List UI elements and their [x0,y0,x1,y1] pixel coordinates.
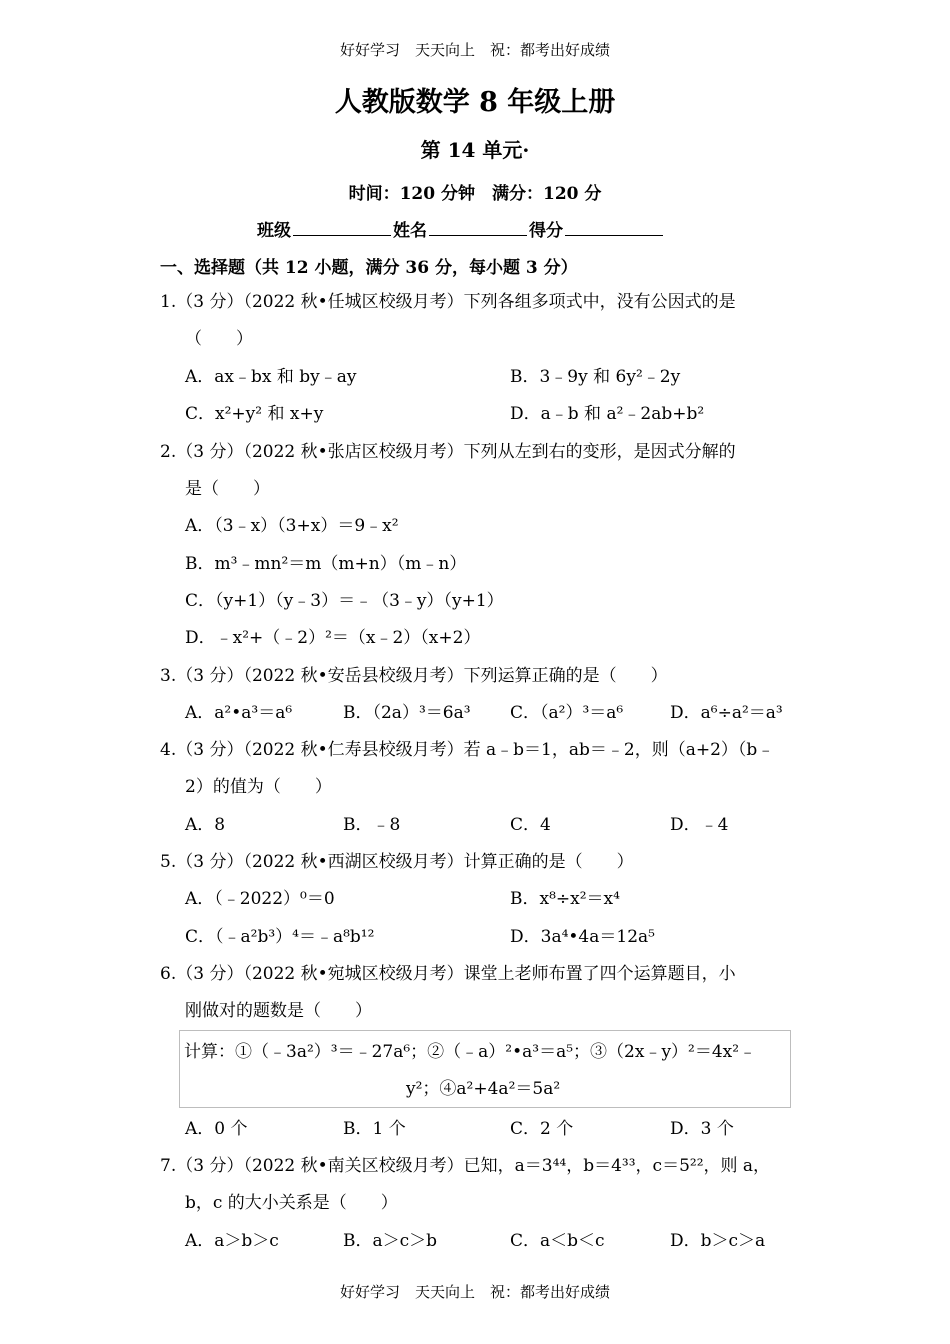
calc-line-2: y²；④a²+4a²＝5a² [406,1079,561,1099]
q3-option-c: C．（a²）³＝a⁶ [510,703,624,723]
q1-option-a: A．ax﹣bx 和 by﹣ay [185,367,357,387]
q2-option-d: D．﹣x²+（﹣2）²＝（x﹣2）（x+2） [185,628,481,648]
q4-option-b: B．﹣8 [343,815,401,835]
page-footer: 好好学习 天天向上 祝：都考出好成绩 [339,1283,610,1301]
q2-option-c: C．（y+1）（y﹣3）＝﹣（3﹣y）（y+1） [185,591,504,611]
question-4-stem: 4.（3 分）（2022 秋•仁寿县校级月考）若 a﹣b＝1，ab＝﹣2，则（a+2）（b﹣ [160,740,775,760]
name-label: 姓名 [393,221,427,241]
q3-option-b: B．（2a）³＝6a³ [343,703,471,723]
calc-line-1: 计算：①（﹣3a²）³＝﹣27a⁶；②（﹣a）²•a³＝a⁵；③（2x﹣y）²＝4x²﹣ [184,1042,757,1062]
question-6-stem: 6.（3 分）（2022 秋•宛城区校级月考）课堂上老师布置了四个运算题目，小 [160,964,736,984]
question-1-stem-cont: （ ） [185,329,253,349]
q1-option-d: D．a﹣b 和 a²﹣2ab+b² [510,404,705,424]
q1-option-c: C．x²+y² 和 x+y [185,404,324,424]
student-info-fields [257,216,665,241]
q2-option-a: A．（3﹣x）（3+x）＝9﹣x² [185,516,399,536]
q6-option-d: D．3 个 [670,1119,734,1139]
page-title: 人教版数学 8 年级上册 [334,87,616,118]
q6-option-a: A．0 个 [185,1119,248,1139]
q7-option-c: C．a＜b＜c [510,1231,605,1251]
question-3-stem: 3.（3 分）（2022 秋•安岳县校级月考）下列运算正确的是（ ） [160,666,668,686]
page-header: 好好学习 天天向上 祝：都考出好成绩 [339,41,610,59]
q4-option-a: A．8 [185,815,226,835]
q5-option-a: A．（﹣2022）⁰＝0 [185,889,335,909]
question-7-stem-cont: b，c 的大小关系是（ ） [185,1193,398,1213]
q1-option-b: B．3﹣9y 和 6y²﹣2y [510,367,681,387]
time-score-info: 时间：120 分钟 满分：120 分 [348,184,602,204]
unit-title: 第 14 单元· [420,138,530,162]
q7-option-b: B．a＞c＞b [343,1231,438,1251]
q5-option-d: D．3a⁴•4a＝12a⁵ [510,927,655,947]
section-heading: 一、选择题（共 12 小题，满分 36 分，每小题 3 分） [160,258,578,278]
q5-option-b: B．x⁸÷x²＝x⁴ [510,889,620,909]
q2-option-b: B．m³﹣mn²＝m（m+n）（m﹣n） [185,554,467,574]
q5-option-c: C．（﹣a²b³）⁴＝﹣a⁸b¹² [185,927,375,947]
q7-option-a: A．a＞b＞c [185,1231,279,1251]
question-4-stem-cont: 2）的值为（ ） [185,777,332,797]
score-label: 得分 [529,221,563,241]
class-blank[interactable] [293,218,391,236]
question-1-stem: 1.（3 分）（2022 秋•任城区校级月考）下列各组多项式中，没有公因式的是 [160,292,736,312]
q4-option-c: C．4 [510,815,551,835]
q6-option-c: C．2 个 [510,1119,574,1139]
question-2-stem: 2.（3 分）（2022 秋•张店区校级月考）下列从左到右的变形，是因式分解的 [160,442,736,462]
score-blank[interactable] [565,218,663,236]
name-blank[interactable] [429,218,527,236]
q3-option-d: D．a⁶÷a²＝a³ [670,703,783,723]
class-label: 班级 [257,221,291,241]
question-5-stem: 5.（3 分）（2022 秋•西湖区校级月考）计算正确的是（ ） [160,852,634,872]
q7-option-d: D．b＞c＞a [670,1231,766,1251]
question-2-stem-cont: 是（ ） [185,479,270,499]
q6-option-b: B．1 个 [343,1119,406,1139]
q3-option-a: A．a²•a³＝a⁶ [185,703,293,723]
question-7-stem: 7.（3 分）（2022 秋•南关区校级月考）已知，a＝3⁴⁴，b＝4³³，c＝5²²，则 a， [160,1156,771,1176]
q4-option-d: D．﹣4 [670,815,729,835]
question-6-stem-cont: 刚做对的题数是（ ） [185,1001,372,1021]
